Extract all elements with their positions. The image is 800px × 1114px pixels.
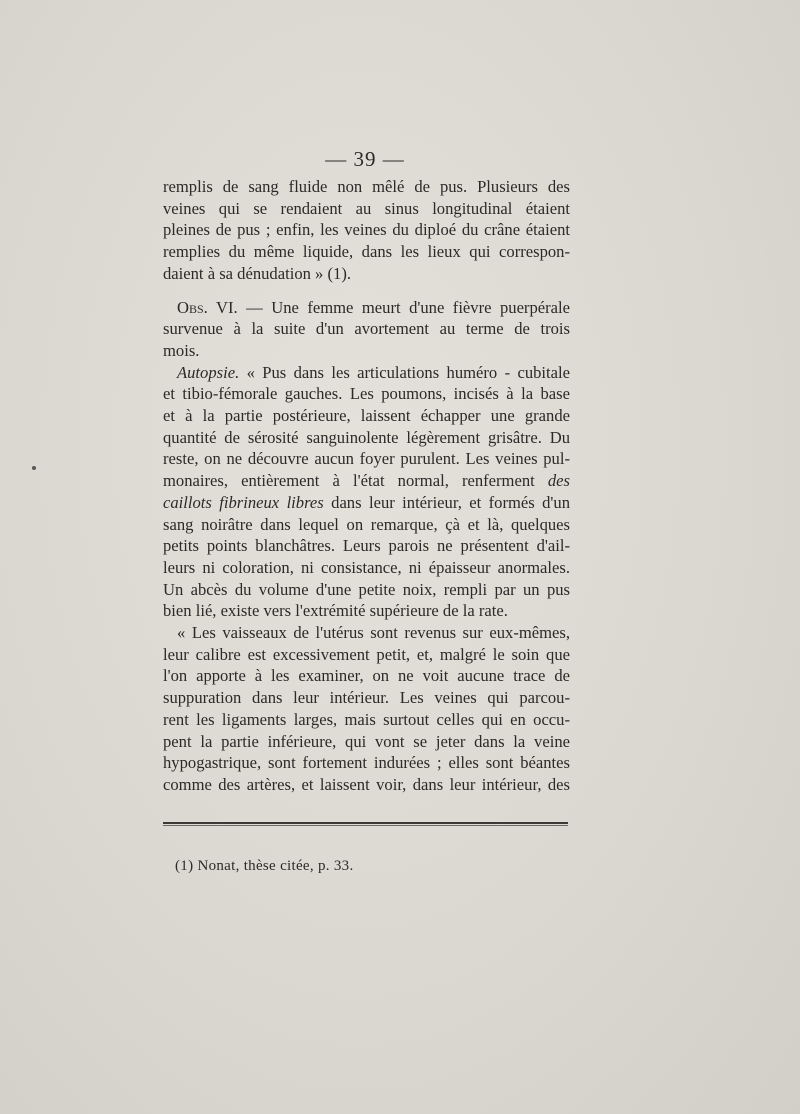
text-line: bien lié, existe vers l'extrémité supérieure de la rate. xyxy=(163,601,508,621)
text-line: Autopsie. « Pus dans les articulations huméro - cubitale xyxy=(177,362,570,382)
text-line: petits points blanchâtres. Leurs parois ne présentent d'ail- xyxy=(163,536,570,556)
text-line: monaires, entièrement à l'état normal, renferment des xyxy=(163,471,570,491)
text-line: Obs. VI. — Une femme meurt d'une fièvre puerpérale xyxy=(177,297,570,317)
text-line: pleines de pus ; enfin, les veines du diploé du crâne étaient xyxy=(163,220,570,240)
italic-phrase: des xyxy=(547,471,570,491)
text-line: remplis de sang fluide non mêlé de pus. Plusieurs des xyxy=(163,177,570,196)
text-line: suppuration dans leur intérieur. Les veines qui parcou- xyxy=(163,688,570,708)
text-line: l'on apporte à les examiner, on ne voit aucune trace de xyxy=(163,666,570,686)
text-line: sang noirâtre dans lequel on remarque, çà et là, quelques xyxy=(163,514,570,534)
paragraph-continuation xyxy=(163,176,570,285)
text-line: remplies du même liquide, dans les lieux qui correspon- xyxy=(163,242,570,262)
text-line: leurs ni coloration, ni consistance, ni épaisseur anormales. xyxy=(163,557,570,577)
text-line: leur calibre est excessivement petit, et, malgré le soin que xyxy=(163,644,570,664)
text-line: daient à sa dénudation » (1). xyxy=(163,263,352,283)
uterus-paragraph xyxy=(163,622,570,796)
autopsie-paragraph xyxy=(163,362,570,622)
text-line: et à la partie postérieure, laissent échapper une grande xyxy=(163,406,570,426)
text-line: reste, on ne découvre aucun foyer purulent. Les veines pul- xyxy=(163,449,570,469)
page-number: — 39 — xyxy=(325,147,405,171)
text-line: quantité de sérosité sanguinolente légèrement grisâtre. Du xyxy=(163,427,570,447)
text-line: « Les vaisseaux de l'utérus sont revenus sur eux-mêmes, xyxy=(177,623,570,643)
paper-speck xyxy=(32,466,36,470)
observation-label: Obs. VI. xyxy=(177,297,238,317)
text-line: mois. xyxy=(163,340,200,360)
text-line: veines qui se rendaient au sinus longitudinal étaient xyxy=(163,198,570,218)
text-line: hypogastrique, sont fortement indurées ; elles sont béantes xyxy=(163,753,570,773)
text-line: pent la partie inférieure, qui vont se jeter dans la veine xyxy=(163,731,570,751)
text-line: et tibio-fémorale gauches. Les poumons, incisés à la base xyxy=(163,384,570,404)
footnote: (1) Nonat, thèse citée, p. 33. xyxy=(175,858,354,874)
text-line: rent les ligaments larges, mais surtout celles qui en occu- xyxy=(163,709,570,729)
text-line: comme des artères, et laissent voir, dans leur intérieur, des xyxy=(163,774,570,794)
text-line: caillots fibrineux libres dans leur intérieur, et formés d'un xyxy=(163,492,570,512)
italic-phrase: caillots fibrineux libres xyxy=(163,492,324,512)
observation-paragraph xyxy=(163,297,570,362)
text-line: survenue à la suite d'un avortement au terme de trois xyxy=(163,319,570,339)
body-text xyxy=(163,176,570,796)
autopsie-label: Autopsie. xyxy=(177,362,240,382)
text-line: Un abcès du volume d'une petite noix, rempli par un pus xyxy=(163,579,570,599)
footnote-rule xyxy=(163,822,568,826)
